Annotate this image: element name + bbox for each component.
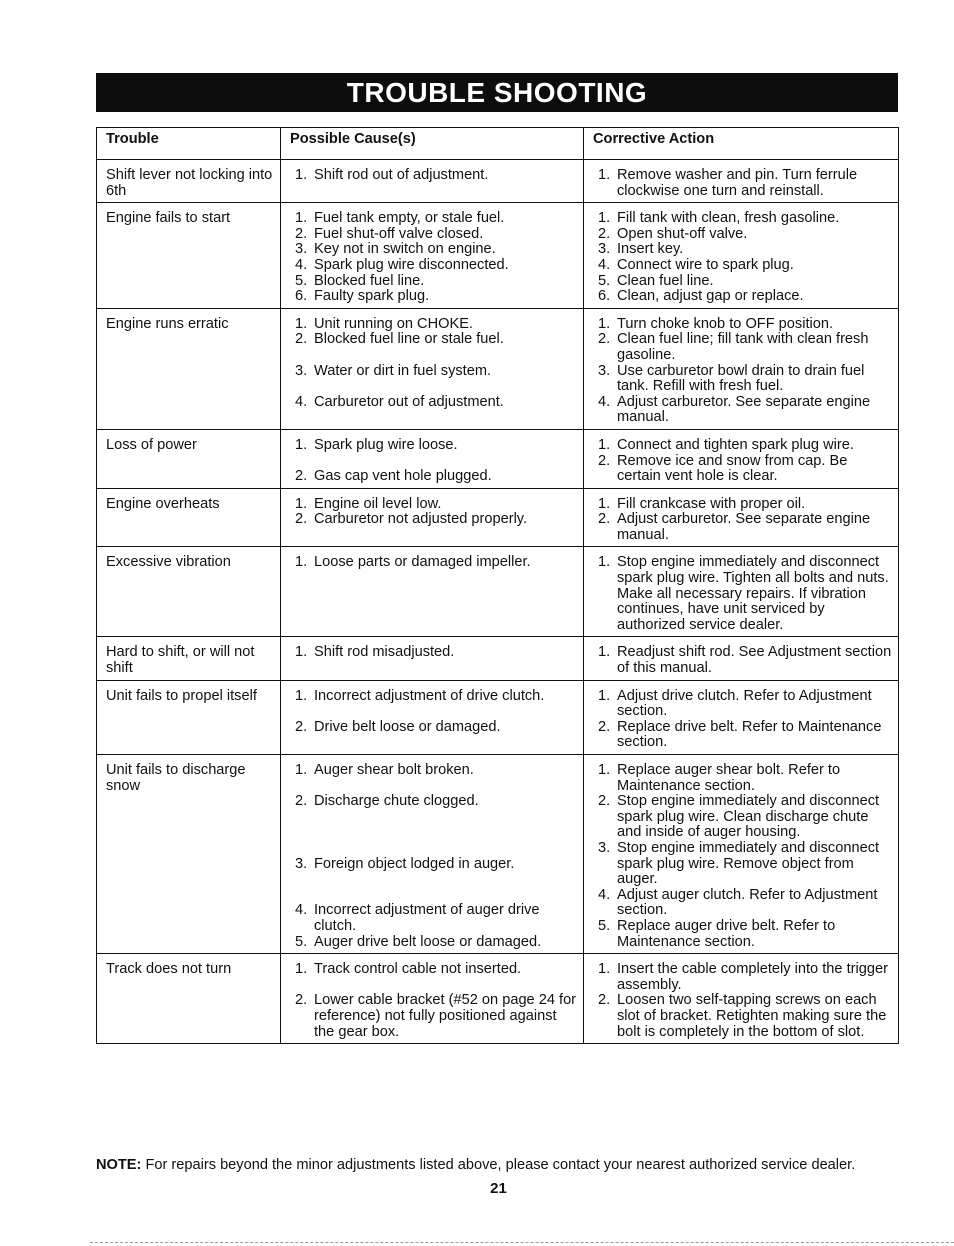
cause-list	[290, 763, 577, 950]
action-item	[593, 763, 892, 794]
cause-item-number: 5.	[295, 933, 308, 950]
cause-item-text: Gas cap vent hole plugged.	[314, 468, 492, 485]
cause-item	[290, 720, 577, 736]
cause-item	[290, 332, 577, 348]
action-item-text: Fill tank with clean, fresh gasoline.	[617, 210, 840, 227]
action-item-text: Remove ice and snow from cap. Be certain vent hole is clear.	[617, 452, 848, 485]
action-cell	[584, 637, 899, 680]
cause-item-number: 2.	[295, 468, 308, 485]
cause-item-number: 1.	[295, 495, 308, 512]
cause-item-text: Discharge chute clogged.	[314, 793, 479, 810]
action-cell	[584, 308, 899, 429]
action-item	[593, 317, 892, 333]
cause-item	[290, 689, 577, 705]
cause-list	[290, 689, 577, 736]
cause-list	[290, 962, 577, 1040]
action-item-number: 5.	[598, 917, 611, 934]
table-row	[97, 680, 899, 754]
cause-item-text: Key not in switch on engine.	[314, 241, 496, 258]
trouble-cell: Track does not turn	[97, 954, 281, 1044]
cause-item	[290, 227, 577, 243]
cause-item	[290, 512, 577, 528]
action-item	[593, 454, 892, 485]
action-item-number: 1.	[598, 762, 611, 778]
table-row	[97, 954, 899, 1044]
action-item-number: 3.	[598, 241, 611, 258]
action-item	[593, 497, 892, 513]
cause-item	[290, 258, 577, 274]
cause-list	[290, 211, 577, 305]
action-list	[593, 962, 892, 1040]
page-title: TROUBLE SHOOTING	[96, 73, 898, 112]
action-item	[593, 258, 892, 274]
cause-item-number: 2.	[295, 511, 308, 528]
table-row	[97, 160, 899, 203]
action-item	[593, 512, 892, 543]
action-list	[593, 211, 892, 305]
bottom-divider	[90, 1242, 954, 1243]
cause-item-text: Faulty spark plug.	[314, 288, 430, 305]
cause-cell	[281, 308, 584, 429]
cause-item-text: Engine oil level low.	[314, 495, 442, 512]
table-row	[97, 429, 899, 488]
table-header-row	[97, 128, 899, 160]
action-item	[593, 274, 892, 290]
cause-item	[290, 364, 577, 380]
cause-item-number: 1.	[295, 554, 308, 571]
action-item	[593, 364, 892, 395]
action-item-text: Clean fuel line; fill tank with clean fresh gasoline.	[617, 331, 869, 363]
action-item-text: Replace drive belt. Refer to Maintenance section.	[617, 718, 882, 751]
cause-item-text: Fuel tank empty, or stale fuel.	[314, 210, 505, 227]
action-cell	[584, 680, 899, 754]
cause-list	[290, 317, 577, 411]
cause-item-number: 4.	[295, 256, 308, 273]
table-row	[97, 488, 899, 547]
action-item	[593, 242, 892, 258]
action-list	[593, 555, 892, 633]
cause-item	[290, 317, 577, 333]
action-item-text: Adjust carburetor. See separate engine manual.	[617, 393, 871, 426]
cause-item	[290, 555, 577, 571]
troubleshooting-table	[96, 127, 899, 1044]
action-item	[593, 227, 892, 243]
action-item-number: 2.	[598, 452, 611, 469]
action-item-text: Turn choke knob to OFF position.	[617, 315, 834, 332]
action-item	[593, 794, 892, 841]
action-item-text: Stop engine immediately and disconnect spark plug wire. Tighten all bolts and nuts. Make all necessary repairs. If vibration continues, have unit serviced by authorized service dealer.	[617, 554, 889, 633]
cause-item-number: 1.	[295, 210, 308, 227]
action-cell	[584, 429, 899, 488]
header-corrective-action: Corrective Action	[584, 128, 899, 160]
action-list	[593, 497, 892, 544]
action-item	[593, 211, 892, 227]
cause-item-number: 4.	[295, 393, 308, 410]
cause-item-number: 1.	[295, 167, 308, 183]
action-item	[593, 332, 892, 363]
action-item-text: Remove washer and pin. Turn ferrule clockwise one turn and reinstall.	[617, 167, 858, 199]
trouble-cell: Unit fails to discharge snow	[97, 755, 281, 954]
cause-item	[290, 289, 577, 305]
footer-note	[96, 1156, 906, 1174]
cause-item-text: Blocked fuel line.	[314, 272, 425, 289]
action-item-text: Insert the cable completely into the trigger assembly.	[617, 961, 888, 993]
cause-item-number: 5.	[295, 272, 308, 289]
action-item-text: Stop engine immediately and disconnect spark plug wire. Clean discharge chute and inside of auger housing.	[617, 793, 880, 841]
action-list	[593, 438, 892, 485]
action-cell	[584, 547, 899, 637]
cause-item-text: Loose parts or damaged impeller.	[314, 554, 531, 571]
action-item-number: 1.	[598, 961, 611, 978]
cause-item-text: Lower cable bracket (#52 on page 24 for reference) not fully positioned against the gear box.	[314, 992, 577, 1040]
action-item-number: 5.	[598, 272, 611, 289]
cause-item-number: 2.	[295, 793, 308, 810]
action-item-number: 6.	[598, 288, 611, 305]
action-item	[593, 962, 892, 993]
action-item-text: Open shut-off valve.	[617, 225, 748, 242]
action-item	[593, 888, 892, 919]
action-item-text: Insert key.	[617, 241, 684, 258]
cause-cell	[281, 203, 584, 309]
page-number: 21	[490, 1180, 507, 1197]
cause-item	[290, 993, 577, 1040]
table-row	[97, 308, 899, 429]
cause-item-text: Incorrect adjustment of auger drive clutch.	[314, 902, 540, 934]
action-cell	[584, 203, 899, 309]
cause-item	[290, 242, 577, 258]
cause-cell	[281, 954, 584, 1044]
cause-cell	[281, 488, 584, 547]
cause-item-text: Carburetor not adjusted properly.	[314, 511, 528, 528]
action-item-text: Readjust shift rod. See Adjustment section of this manual.	[617, 644, 892, 677]
table-row	[97, 637, 899, 680]
action-list	[593, 168, 892, 199]
action-item-text: Stop engine immediately and disconnect spark plug wire. Remove object from auger.	[617, 839, 880, 888]
cause-item-number: 3.	[295, 362, 308, 379]
action-item	[593, 841, 892, 888]
cause-item-number: 1.	[295, 961, 308, 978]
cause-item-text: Auger drive belt loose or damaged.	[314, 933, 542, 950]
cause-item-number: 2.	[295, 225, 308, 242]
cause-item-number: 1.	[295, 436, 308, 453]
action-item-number: 2.	[598, 992, 611, 1009]
trouble-cell: Engine fails to start	[97, 203, 281, 309]
cause-item	[290, 274, 577, 290]
action-item-number: 1.	[598, 495, 611, 512]
action-item-text: Adjust auger clutch. Refer to Adjustment section.	[617, 886, 878, 919]
cause-item-number: 3.	[295, 855, 308, 872]
cause-list	[290, 497, 577, 528]
action-item-text: Loosen two self-tapping screws on each slot of bracket. Retighten making sure the bolt is completely in the bottom of slot.	[617, 992, 887, 1040]
action-cell	[584, 755, 899, 954]
action-cell	[584, 954, 899, 1044]
action-list	[593, 645, 892, 676]
cause-item	[290, 962, 577, 978]
cause-cell	[281, 637, 584, 680]
cause-cell	[281, 547, 584, 637]
action-item-number: 1.	[598, 687, 611, 704]
action-item-text: Fill crankcase with proper oil.	[617, 495, 806, 512]
trouble-cell: Engine runs erratic	[97, 308, 281, 429]
cause-list	[290, 438, 577, 485]
cause-item	[290, 168, 577, 184]
action-item-text: Connect wire to spark plug.	[617, 256, 794, 273]
cause-item	[290, 794, 577, 810]
action-item-number: 2.	[598, 225, 611, 242]
action-cell	[584, 160, 899, 203]
cause-item	[290, 857, 577, 873]
action-item-text: Adjust carburetor. See separate engine manual.	[617, 511, 871, 543]
cause-item	[290, 395, 577, 411]
action-item-text: Clean, adjust gap or replace.	[617, 288, 804, 305]
action-item	[593, 720, 892, 751]
cause-item	[290, 903, 577, 934]
cause-item-text: Blocked fuel line or stale fuel.	[314, 331, 504, 348]
action-item-text: Adjust drive clutch. Refer to Adjustment section.	[617, 687, 872, 720]
action-item	[593, 689, 892, 720]
cause-item-text: Shift rod misadjusted.	[314, 644, 455, 661]
action-item	[593, 168, 892, 199]
cause-item	[290, 645, 577, 661]
table-row	[97, 203, 899, 309]
cause-item-number: 1.	[295, 687, 308, 704]
note-text: For repairs beyond the minor adjustments listed above, please contact your nearest authorized service dealer.	[141, 1157, 856, 1173]
action-item	[593, 645, 892, 676]
action-item-number: 1.	[598, 644, 611, 661]
action-item-text: Use carburetor bowl drain to drain fuel tank. Refill with fresh fuel.	[617, 362, 865, 395]
action-item	[593, 438, 892, 454]
table-body	[97, 160, 899, 1044]
cause-item-text: Spark plug wire disconnected.	[314, 256, 509, 273]
cause-item	[290, 763, 577, 779]
cause-list	[290, 645, 577, 661]
cause-list	[290, 555, 577, 571]
cause-list	[290, 168, 577, 184]
action-item-number: 2.	[598, 511, 611, 528]
cause-item	[290, 469, 577, 485]
cause-item-text: Spark plug wire loose.	[314, 436, 458, 453]
cause-item-number: 2.	[295, 992, 308, 1009]
action-list	[593, 317, 892, 426]
trouble-cell: Hard to shift, or will not shift	[97, 637, 281, 680]
table-row	[97, 755, 899, 954]
cause-item-number: 6.	[295, 288, 308, 305]
cause-cell	[281, 680, 584, 754]
trouble-cell: Loss of power	[97, 429, 281, 488]
action-item-number: 3.	[598, 839, 611, 856]
action-item-number: 4.	[598, 886, 611, 903]
note-label: NOTE:	[96, 1157, 142, 1173]
cause-item	[290, 497, 577, 513]
action-item	[593, 919, 892, 950]
cause-item-text: Fuel shut-off valve closed.	[314, 225, 484, 242]
cause-item-number: 2.	[295, 331, 308, 348]
action-item-number: 1.	[598, 167, 611, 183]
action-item-number: 3.	[598, 362, 611, 379]
header-possible-causes: Possible Cause(s)	[281, 128, 584, 160]
action-item	[593, 993, 892, 1040]
trouble-cell: Unit fails to propel itself	[97, 680, 281, 754]
action-item-number: 4.	[598, 256, 611, 273]
action-item-number: 2.	[598, 331, 611, 348]
cause-item-text: Track control cable not inserted.	[314, 961, 522, 978]
action-item	[593, 395, 892, 426]
action-item-number: 2.	[598, 718, 611, 735]
cause-item-text: Foreign object lodged in auger.	[314, 855, 515, 872]
trouble-cell: Shift lever not locking into 6th	[97, 160, 281, 203]
action-list	[593, 763, 892, 950]
action-item	[593, 289, 892, 305]
cause-item	[290, 211, 577, 227]
action-item-number: 1.	[598, 554, 611, 571]
action-item-number: 1.	[598, 315, 611, 332]
cause-item-text: Unit running on CHOKE.	[314, 315, 473, 332]
action-item-text: Connect and tighten spark plug wire.	[617, 436, 854, 453]
cause-item	[290, 935, 577, 951]
action-cell	[584, 488, 899, 547]
cause-item	[290, 438, 577, 454]
cause-item-text: Auger shear bolt broken.	[314, 762, 474, 778]
action-item-number: 4.	[598, 393, 611, 410]
action-item-text: Replace auger drive belt. Refer to Maintenance section.	[617, 917, 836, 950]
cause-item-number: 4.	[295, 902, 308, 919]
cause-item-number: 2.	[295, 718, 308, 735]
action-list	[593, 689, 892, 751]
cause-item-text: Carburetor out of adjustment.	[314, 393, 504, 410]
table-row	[97, 547, 899, 637]
cause-item-text: Drive belt loose or damaged.	[314, 718, 501, 735]
cause-cell	[281, 160, 584, 203]
cause-item-text: Shift rod out of adjustment.	[314, 167, 489, 183]
action-item-number: 1.	[598, 436, 611, 453]
cause-cell	[281, 755, 584, 954]
action-item-text: Clean fuel line.	[617, 272, 714, 289]
cause-item-number: 1.	[295, 644, 308, 661]
cause-item-text: Water or dirt in fuel system.	[314, 362, 492, 379]
action-item	[593, 555, 892, 633]
cause-item-number: 1.	[295, 762, 308, 778]
cause-cell	[281, 429, 584, 488]
action-item-text: Replace auger shear bolt. Refer to Maintenance section.	[617, 762, 841, 794]
cause-item-number: 3.	[295, 241, 308, 258]
action-item-number: 2.	[598, 793, 611, 810]
action-item-number: 1.	[598, 210, 611, 227]
header-trouble: Trouble	[97, 128, 281, 160]
cause-item-number: 1.	[295, 315, 308, 332]
trouble-cell: Engine overheats	[97, 488, 281, 547]
cause-item-text: Incorrect adjustment of drive clutch.	[314, 687, 545, 704]
trouble-cell: Excessive vibration	[97, 547, 281, 637]
